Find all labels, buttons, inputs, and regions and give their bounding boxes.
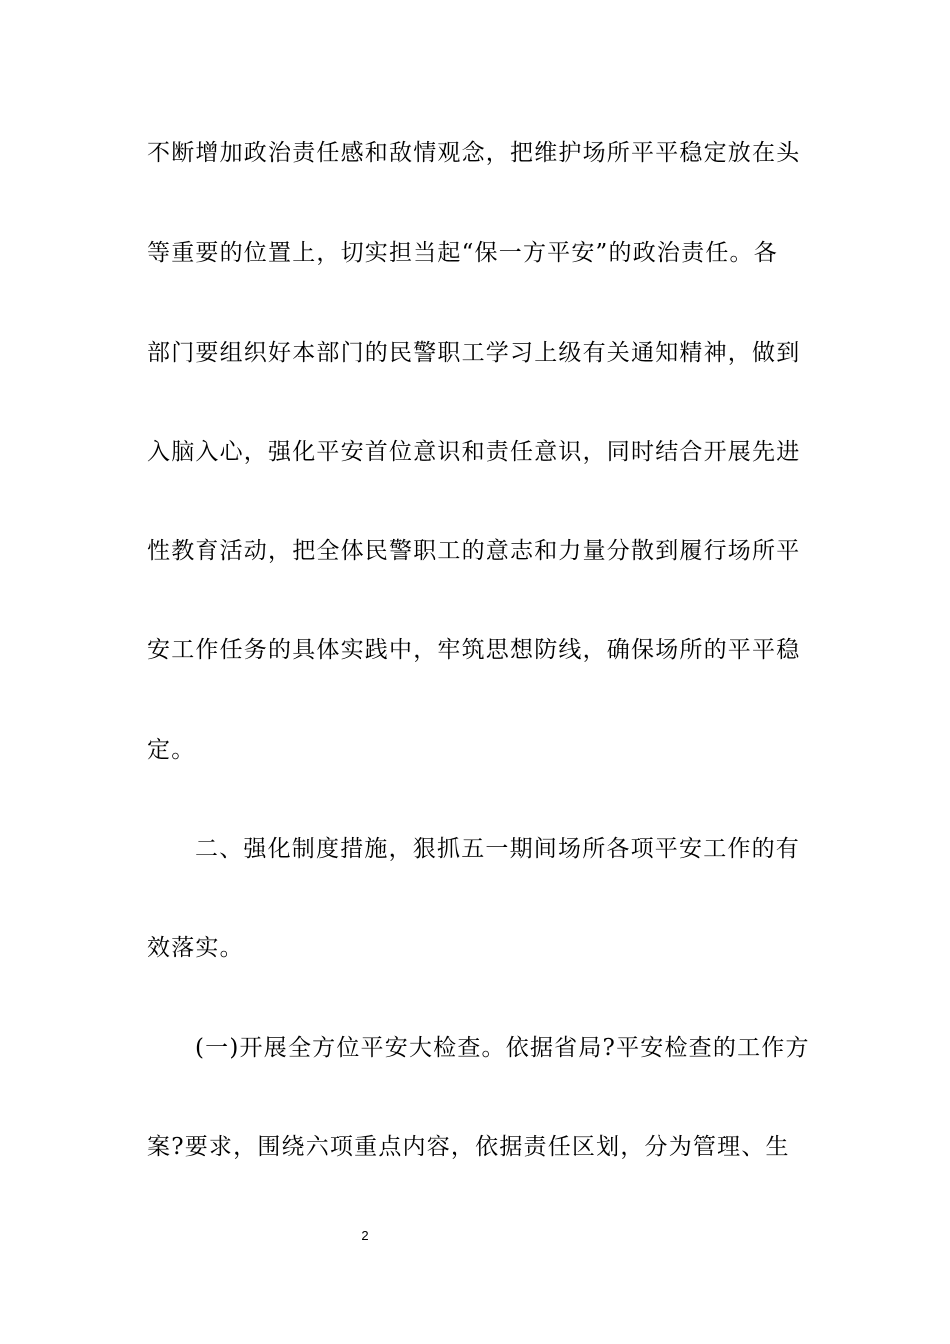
paragraph-line: 定。 bbox=[147, 737, 196, 763]
section-heading-line: 二、强化制度措施，狠抓五一期间场所各项平安工作的有 bbox=[195, 836, 800, 862]
paragraph-line: 案?要求，围绕六项重点内容，依据责任区划，分为管理、生 bbox=[147, 1134, 790, 1160]
paragraph-line: 入脑入心，强化平安首位意识和责任意识，同时结合开展先进 bbox=[147, 439, 801, 465]
section-heading-line: 效落实。 bbox=[147, 935, 244, 961]
paragraph-line: (一)开展全方位平安大检查。依据省局?平安检查的工作方 bbox=[195, 1035, 810, 1061]
paragraph-line: 等重要的位置上，切实担当起“保一方平安”的政治责任。各 bbox=[147, 240, 778, 266]
paragraph-line: 安工作任务的具体实践中，牢筑思想防线，确保场所的平平稳 bbox=[147, 637, 801, 663]
paragraph-line: 不断增加政治责任感和敌情观念，把维护场所平平稳定放在头 bbox=[147, 140, 801, 166]
paragraph-line: 性教育活动，把全体民警职工的意志和力量分散到履行场所平 bbox=[147, 538, 801, 564]
page-number: 2 bbox=[361, 1228, 369, 1243]
paragraph-line: 部门要组织好本部门的民警职工学习上级有关通知精神，做到 bbox=[147, 340, 801, 366]
